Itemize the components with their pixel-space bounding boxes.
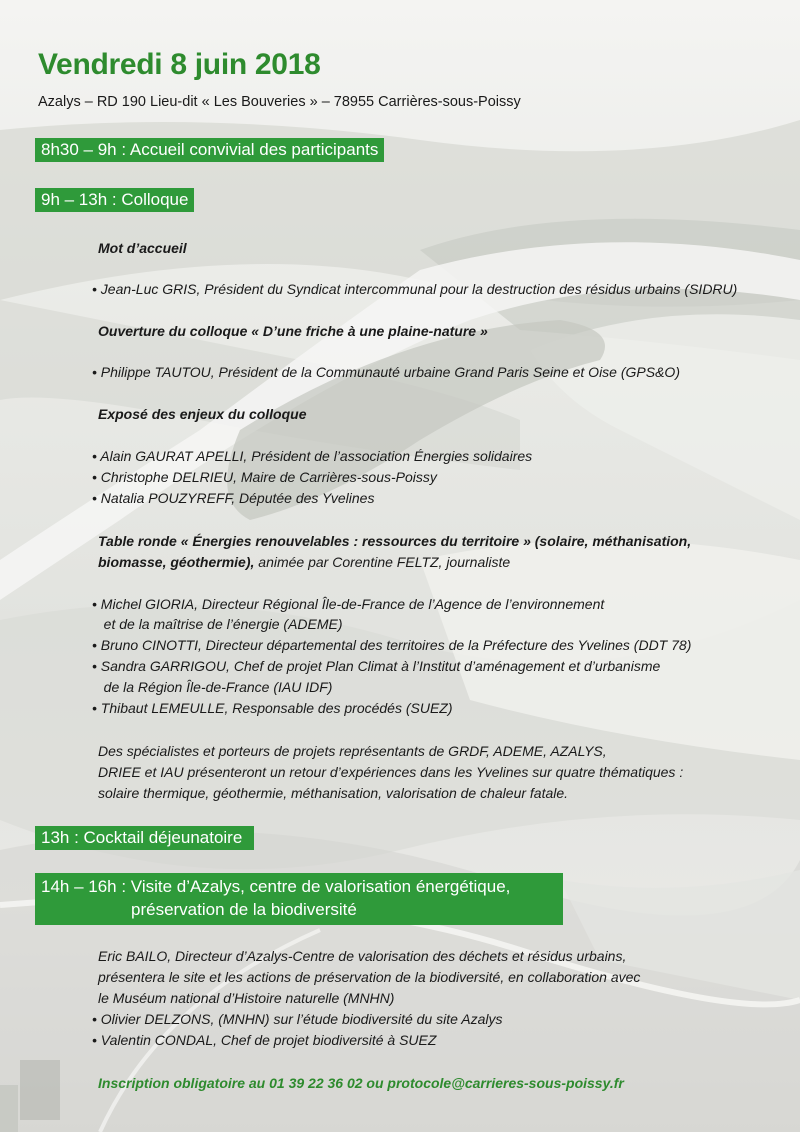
speaker-item: • Christophe DELRIEU, Maire de Carrières-sous-Poissy	[92, 469, 437, 485]
heading-ouverture: Ouverture du colloque « D’une friche à une plaine-nature »	[98, 323, 488, 339]
heading-expose: Exposé des enjeux du colloque	[98, 406, 307, 422]
closing-line: DRIEE et IAU présenteront un retour d’expériences dans les Yvelines sur quatre thématiques :	[98, 764, 684, 780]
page-title: Vendredi 8 juin 2018	[38, 48, 321, 81]
visite-line: le Muséum national d’Histoire naturelle (MNHN)	[98, 990, 395, 1006]
venue-address: Azalys – RD 190 Lieu-dit « Les Bouveries » – 78955 Carrières-sous-Poissy	[38, 94, 521, 110]
speaker-item: • Natalia POUZYREFF, Députée des Yvelines	[92, 490, 375, 506]
session-bar-colloque: 9h – 13h : Colloque	[35, 188, 194, 212]
visite-line: Eric BAILO, Directeur d’Azalys-Centre de valorisation des déchets et résidus urbains,	[98, 948, 627, 964]
speaker-item: • Philippe TAUTOU, Président de la Communauté urbaine Grand Paris Seine et Oise (GPS&O)	[92, 364, 680, 380]
speaker-item: • Olivier DELZONS, (MNHN) sur l’étude biodiversité du site Azalys	[92, 1011, 503, 1027]
speaker-item: • Jean-Luc GRIS, Président du Syndicat intercommunal pour la destruction des résidus urbains (SIDRU)	[92, 281, 738, 297]
session-bar-accueil: 8h30 – 9h : Accueil convivial des participants	[35, 138, 384, 162]
speaker-item-continued: de la Région Île-de-France (IAU IDF)	[92, 679, 333, 695]
session-bar-visite	[35, 873, 563, 925]
visite-line: présentera le site et les actions de préservation de la biodiversité, en collaboration avec	[98, 969, 641, 985]
visite-bar-line2: préservation de la biodiversité	[131, 900, 357, 919]
speaker-item-continued: et de la maîtrise de l’énergie (ADEME)	[92, 616, 343, 632]
visite-bar-line1: 14h – 16h : Visite d’Azalys, centre de valorisation énergétique,	[41, 877, 511, 896]
session-bar-cocktail: 13h : Cocktail déjeunatoire	[35, 826, 254, 850]
heading-table-ronde-line2	[98, 554, 510, 570]
heading-table-ronde: Table ronde « Énergies renouvelables : ressources du territoire » (solaire, méthanisation,	[98, 533, 692, 549]
registration-notice: Inscription obligatoire au 01 39 22 36 02 ou protocole@carrieres-sous-poissy.fr	[98, 1075, 624, 1091]
speaker-item: • Valentin CONDAL, Chef de projet biodiversité à SUEZ	[92, 1032, 437, 1048]
table-ronde-moderator: animée par Corentine FELTZ, journaliste	[254, 554, 511, 570]
heading-mot-accueil: Mot d’accueil	[98, 240, 187, 256]
speaker-item: • Sandra GARRIGOU, Chef de projet Plan Climat à l’Institut d’aménagement et d’urbanisme	[92, 658, 661, 674]
closing-line: Des spécialistes et porteurs de projets représentants de GRDF, ADEME, AZALYS,	[98, 743, 607, 759]
speaker-item: • Michel GIORIA, Directeur Régional Île-de-France de l’Agence de l’environnement	[92, 596, 605, 612]
speaker-item: • Thibaut LEMEULLE, Responsable des procédés (SUEZ)	[92, 700, 453, 716]
speaker-item: • Bruno CINOTTI, Directeur départemental des territoires de la Préfecture des Yvelines (DDT 78)	[92, 637, 692, 653]
speaker-item: • Alain GAURAT APELLI, Président de l’association Énergies solidaires	[92, 448, 533, 464]
closing-line: solaire thermique, géothermie, méthanisation, valorisation de chaleur fatale.	[98, 785, 569, 801]
table-ronde-themes: biomasse, géothermie),	[98, 554, 255, 570]
